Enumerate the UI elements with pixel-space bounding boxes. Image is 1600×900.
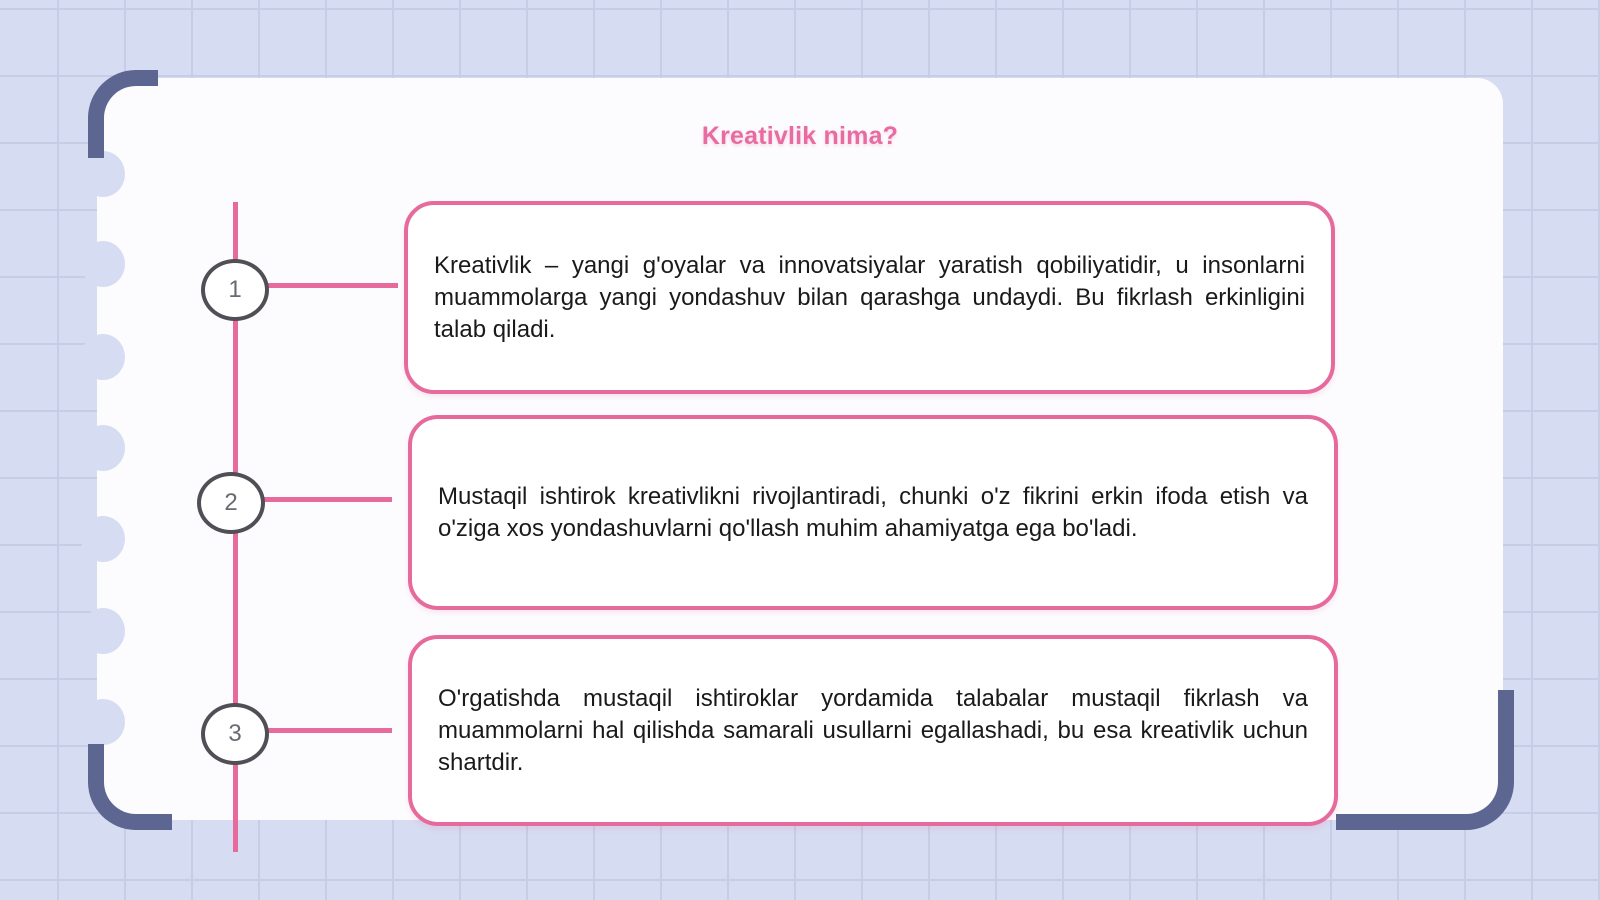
timeline-connector-1 — [262, 283, 398, 288]
binder-hole — [81, 699, 125, 745]
slide-title: Kreativlik nima? — [701, 122, 899, 150]
node-number: 1 — [228, 276, 242, 303]
timeline-connector-2 — [258, 497, 392, 502]
corner-bracket-bottom-left — [88, 744, 172, 830]
timeline-node-3 — [201, 703, 269, 765]
node-number: 3 — [228, 720, 242, 747]
corner-bracket-bottom-right — [1336, 690, 1514, 830]
text-card-1 — [404, 201, 1335, 394]
node-number: 2 — [224, 489, 238, 516]
timeline-node-2 — [197, 472, 265, 534]
binder-hole — [81, 425, 125, 471]
card-text: Kreativlik – yangi g'oyalar va innovatsiyalar yaratish qobiliyatidir, u insonlarni muammolarga yangi yondashuv bilan qarashga undaydi. Bu fikrlash erkinligini talab qiladi. — [434, 251, 1305, 343]
timeline-node-1 — [201, 259, 269, 321]
binder-hole — [81, 516, 125, 562]
card-text: Mustaqil ishtirok kreativlikni rivojlantiradi, chunki o'z fikrini erkin ifoda etish va o'ziga xos yondashuvlarni qo'llash muhim ahamiyatga ega bo'ladi. — [438, 482, 1308, 542]
text-card-3 — [408, 635, 1338, 826]
card-text: O'rgatishda mustaqil ishtiroklar yordamida talabalar mustaqil fikrlash va muammolarni hal qilishda samarali usullarni egallashadi, bu esa kreativlik uchun shartdir. — [438, 684, 1308, 776]
binder-hole — [81, 608, 125, 654]
binder-hole — [81, 241, 125, 287]
binder-hole — [81, 334, 125, 380]
timeline-connector-3 — [262, 728, 392, 733]
text-card-2 — [408, 415, 1338, 610]
